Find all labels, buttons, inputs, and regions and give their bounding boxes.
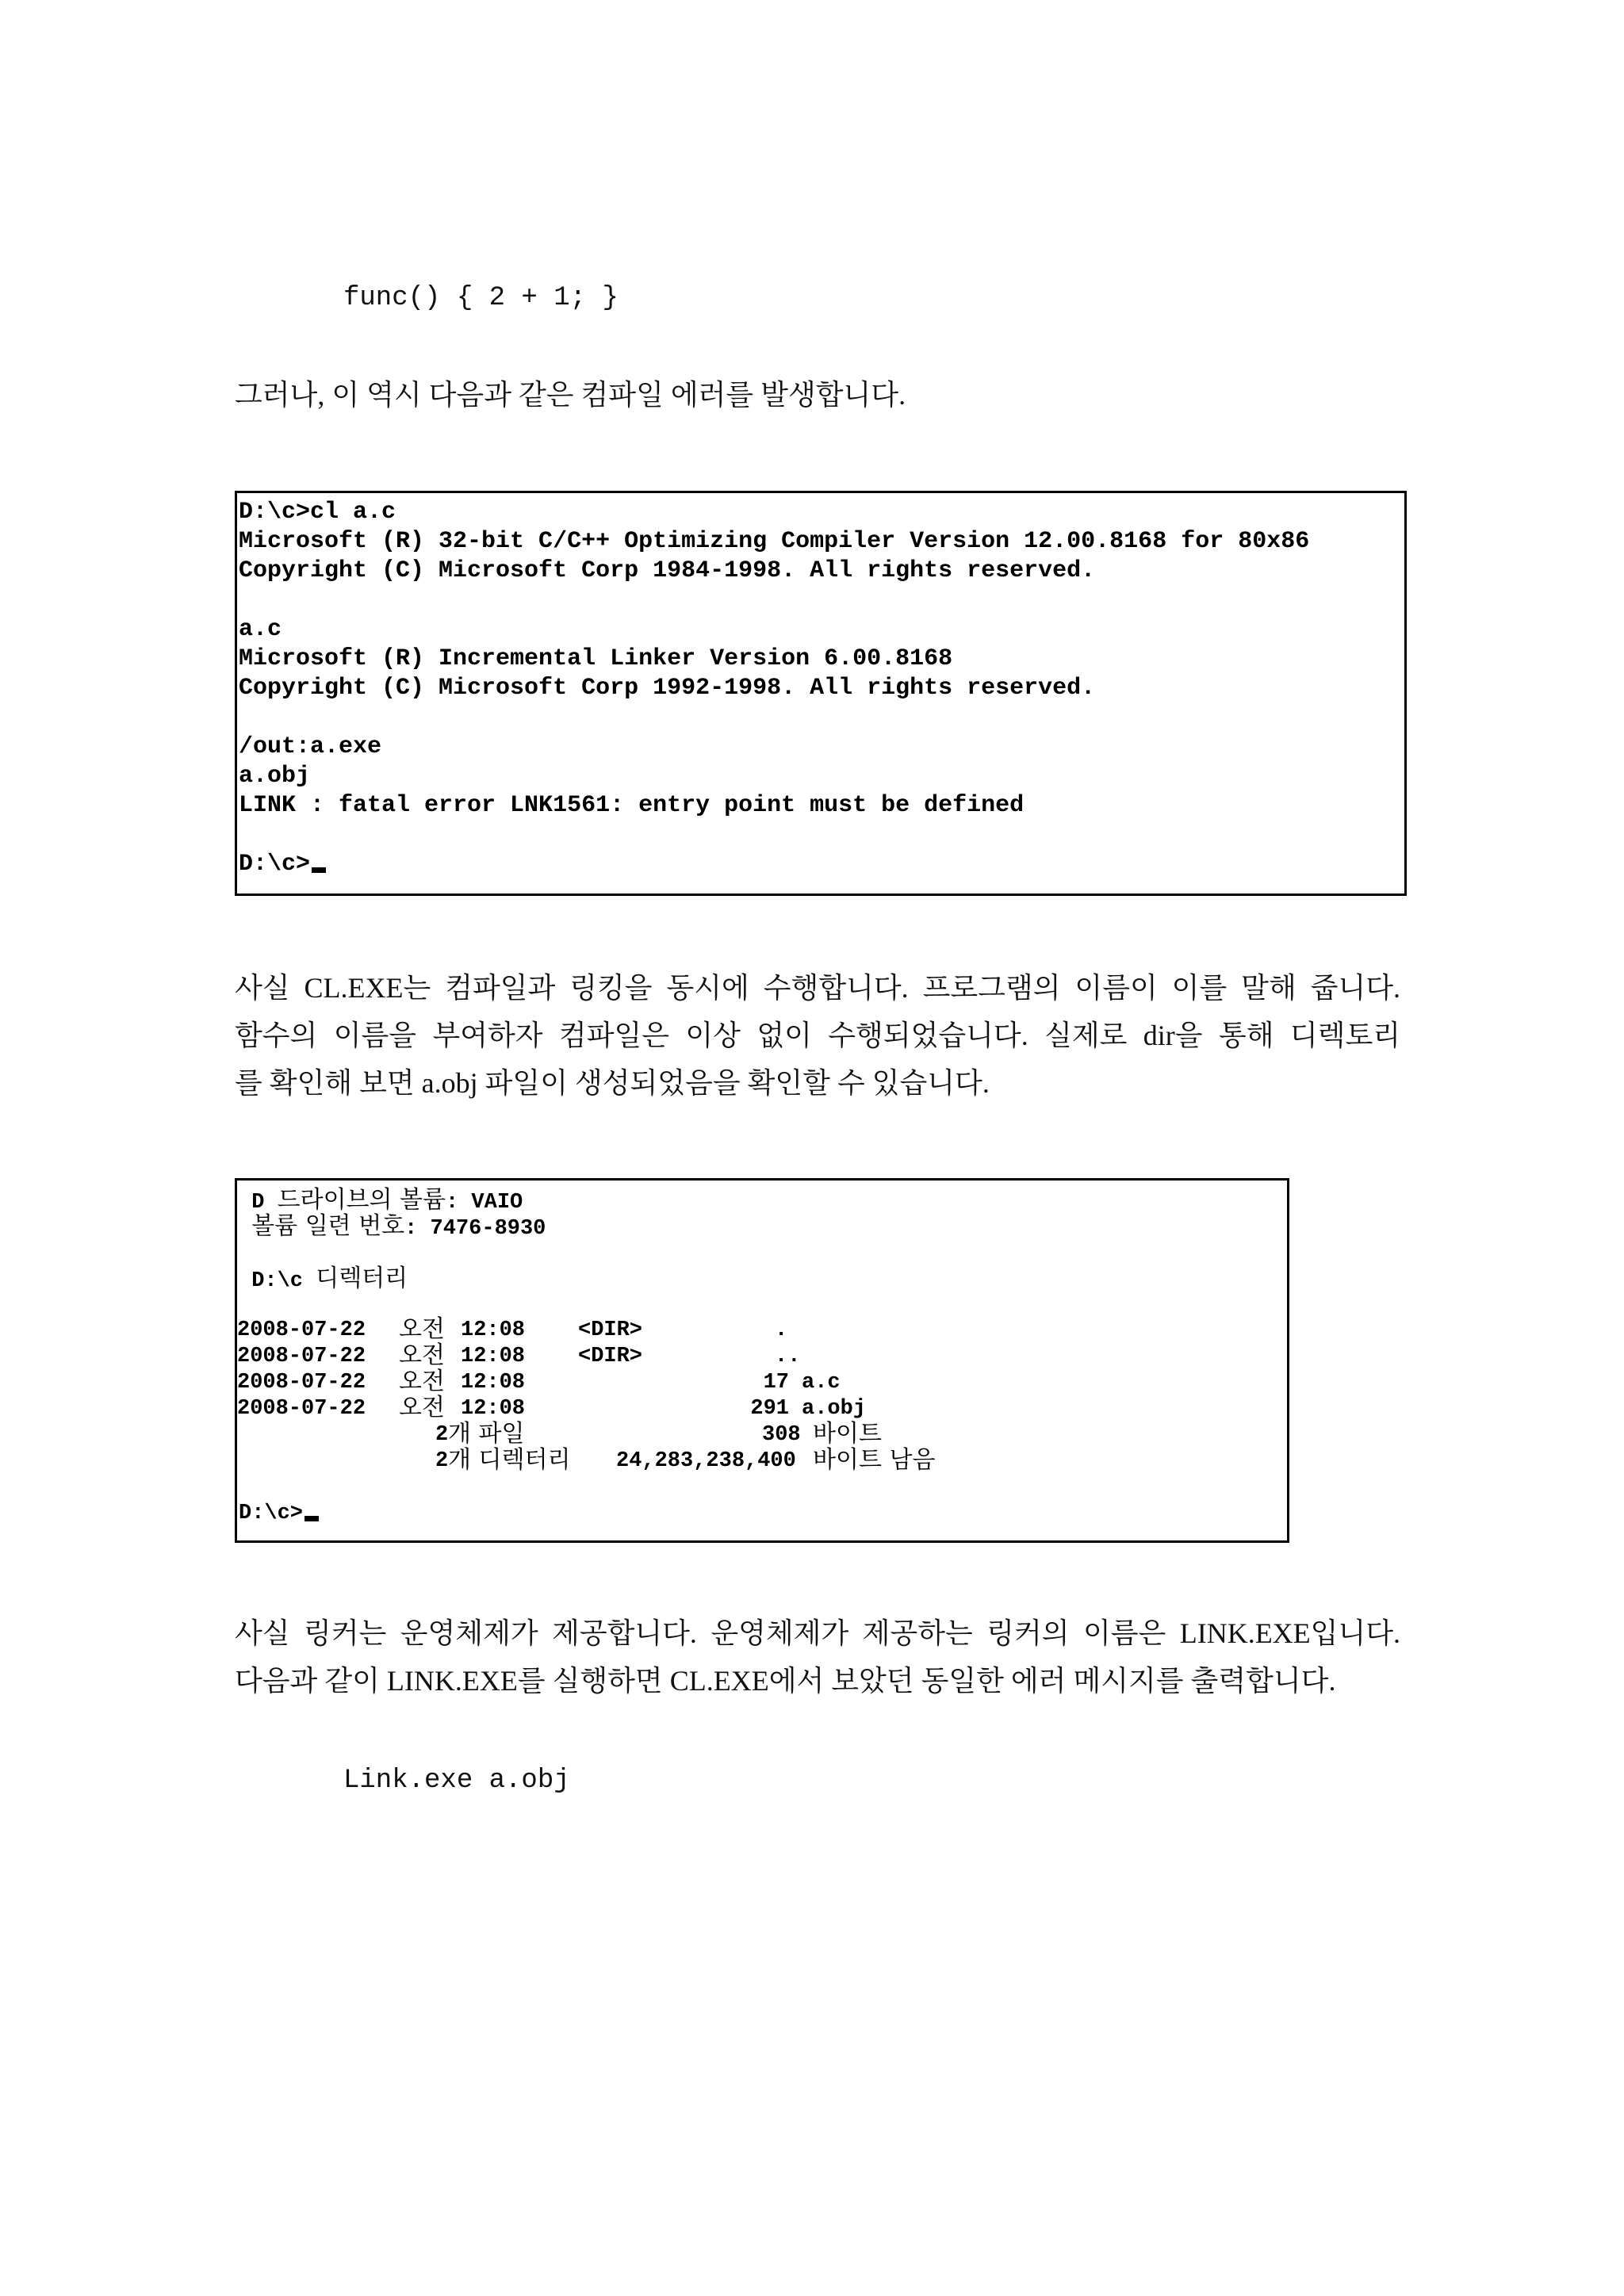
console-prompt: D:\c>	[239, 1502, 304, 1525]
console-line: a.obj	[239, 763, 311, 790]
serial-label: 볼륨 일련 번호	[251, 1212, 405, 1240]
console-line: Copyright (C) Microsoft Corp 1992-1998. All rights reserved.	[239, 675, 1096, 702]
paragraph-line: 함수의 이름을 부여하자 컴파일은 이상 없이 수행되었습니다. 실제로 dir을 통해 디렉토리	[235, 1020, 1400, 1051]
entry-date: 2008-07-22	[237, 1318, 366, 1342]
console-prompt-line	[237, 850, 1404, 879]
volume-value: : VAIO	[446, 1191, 523, 1215]
entry-ampm: 오전	[399, 1394, 445, 1422]
volume-drive: D	[239, 1191, 278, 1215]
entry-type: <DIR>	[578, 1318, 643, 1342]
console-line: Microsoft (R) Incremental Linker Version 6.00.8168	[239, 645, 953, 672]
dir-label: 디렉터리	[316, 1265, 408, 1292]
blank-line	[237, 1292, 1287, 1318]
bytes-label: 바이트	[813, 1420, 882, 1448]
paragraph-compile-error-intro	[235, 371, 1400, 419]
console-line: LINK : fatal error LNK1561: entry point must be defined	[239, 792, 1025, 819]
entry-size: 17	[763, 1371, 789, 1395]
serial-value: : 7476-8930	[404, 1217, 546, 1241]
console-cl-output	[235, 491, 1407, 896]
entry-name: .	[775, 1318, 788, 1342]
paragraph-line: 사실 CL.EXE는 컴파일과 링킹을 동시에 수행합니다. 프로그램의 이름이 이를 말해 줍니다.	[235, 972, 1400, 1004]
files-count: 2	[435, 1423, 449, 1447]
entry-time: 12:08	[461, 1318, 526, 1342]
entry-date: 2008-07-22	[237, 1371, 366, 1395]
entry-type: <DIR>	[578, 1345, 643, 1368]
cursor-icon	[312, 867, 326, 873]
serial-line	[237, 1213, 1287, 1239]
entry-name: a.c	[802, 1371, 841, 1395]
files-summary-line	[237, 1422, 1287, 1448]
blank-line	[237, 1475, 1287, 1501]
console-line	[237, 586, 1404, 615]
code-snippet-func: func() { 2 + 1; }	[343, 283, 619, 313]
paragraph-linker-explanation	[235, 1609, 1400, 1705]
paragraph-line: 그러나, 이 역시 다음과 같은 컴파일 에러를 발생합니다.	[235, 379, 906, 411]
console-prompt-line	[237, 1501, 1287, 1527]
entry-ampm: 오전	[399, 1341, 445, 1369]
free-label: 바이트 남음	[813, 1446, 936, 1474]
paragraph-line: 를 확인해 보면 a.obj 파일이 생성되었음을 확인할 수 있습니다.	[235, 1067, 990, 1099]
dir-entry-row	[237, 1370, 1287, 1396]
paragraph-line: 사실 링커는 운영체제가 제공합니다. 운영체제가 제공하는 링커의 이름은 LINK.EXE입니다.	[235, 1617, 1400, 1649]
paragraph-cl-explanation	[235, 964, 1400, 1107]
volume-line	[237, 1187, 1287, 1213]
dir-path-line	[237, 1265, 1287, 1292]
files-label: 개 파일	[448, 1420, 525, 1448]
paragraph-line: 다음과 같이 LINK.EXE를 실행하면 CL.EXE에서 보았던 동일한 에러 메시지를 출력합니다.	[235, 1665, 1336, 1697]
console-line: a.c	[239, 616, 282, 643]
entry-ampm: 오전	[399, 1315, 445, 1343]
dirs-count: 2	[435, 1449, 449, 1473]
entry-ampm: 오전	[399, 1368, 445, 1395]
dir-path: D:\c	[239, 1269, 316, 1293]
cursor-icon	[304, 1516, 319, 1521]
entry-time: 12:08	[461, 1371, 526, 1395]
entry-time: 12:08	[461, 1397, 526, 1421]
entry-time: 12:08	[461, 1345, 526, 1368]
dirs-label: 개 디렉터리	[448, 1446, 571, 1474]
dir-entries	[237, 1315, 1287, 1422]
volume-label: 드라이브의 볼륨	[277, 1186, 446, 1214]
entry-date: 2008-07-22	[237, 1345, 366, 1368]
entry-size: 291	[750, 1397, 789, 1421]
dir-entry-row	[237, 1396, 1287, 1422]
dir-entry-row	[237, 1315, 1287, 1344]
console-line: Copyright (C) Microsoft Corp 1984-1998. All rights reserved.	[239, 557, 1096, 584]
console-lines	[237, 498, 1404, 850]
dir-entry-row	[237, 1341, 1287, 1370]
console-line	[237, 821, 1404, 850]
console-line	[237, 703, 1404, 733]
code-snippet-link: Link.exe a.obj	[343, 1766, 570, 1796]
files-bytes: 308	[762, 1423, 801, 1447]
blank-line	[237, 1239, 1287, 1265]
console-line: Microsoft (R) 32-bit C/C++ Optimizing Compiler Version 12.00.8168 for 80x86	[239, 528, 1310, 555]
free-bytes: 24,283,238,400	[616, 1449, 796, 1473]
entry-name: a.obj	[802, 1397, 867, 1421]
console-line: D:\c>cl a.c	[239, 499, 396, 526]
console-prompt: D:\c>	[239, 851, 311, 878]
dirs-summary-line	[237, 1448, 1287, 1475]
entry-date: 2008-07-22	[237, 1397, 366, 1421]
console-line: /out:a.exe	[239, 733, 382, 760]
console-dir-output	[235, 1178, 1289, 1543]
entry-name: ..	[775, 1345, 801, 1368]
